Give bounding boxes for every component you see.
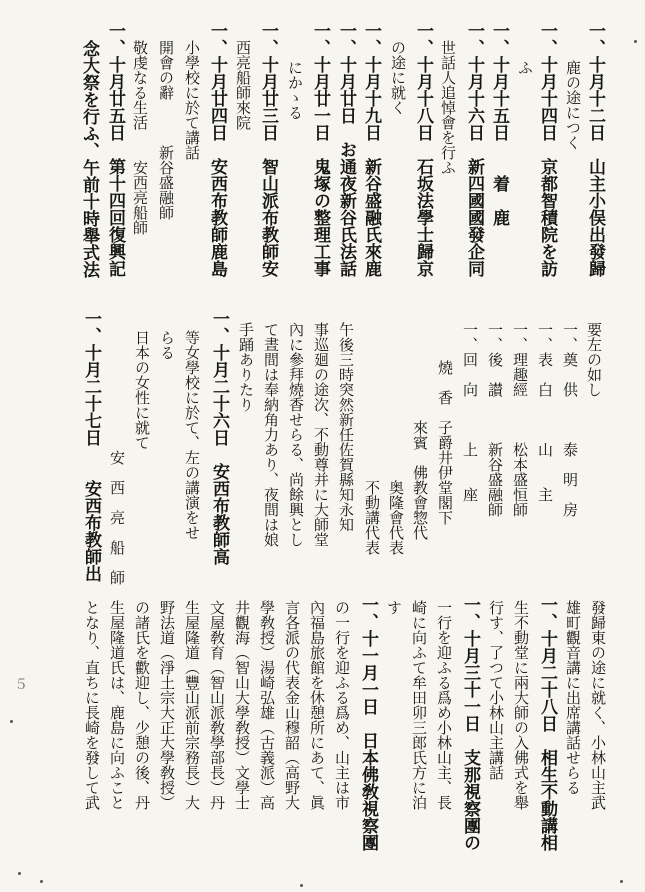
text-column: 一、十月廿日 お通夜新谷氏法話	[336, 22, 356, 277]
text-column: 生屋隆道氏は、鹿島に向ふこと	[108, 600, 126, 810]
page-mark: ５	[14, 677, 28, 693]
text-column: 雄町觀音講に出席講話せらる	[564, 600, 582, 795]
text-column: す	[385, 600, 403, 615]
text-column: 一、十月廿四日 安西布教師鹿島	[207, 22, 227, 277]
text-column: 敬虔なる生活 安西亮船師	[131, 40, 149, 235]
text-column: 西亮船師來院	[234, 40, 252, 130]
text-column: て晝間は奉納角力あり、夜間は娘	[262, 322, 280, 547]
text-column: 野法道（淨土宗大正大學敎授）	[158, 600, 176, 810]
text-column: 一、十月十五日 着 鹿	[489, 22, 509, 226]
text-column: 等女學校に於て、左の講演をせ	[183, 330, 201, 540]
text-column: 午後三時突然新任佐賀縣知永知	[337, 322, 355, 532]
scan-speck	[10, 720, 13, 723]
text-column: 奥隆會代表	[387, 480, 405, 555]
scan-speck	[620, 880, 623, 883]
text-column: 生不動堂に兩大師の入佛式を舉	[512, 600, 530, 810]
text-column: となり、直ちに長崎を發して武	[83, 600, 101, 810]
text-column: 日本の女性に就て	[133, 330, 151, 450]
text-column: 一、十月十九日 新谷盛融氏來鹿	[361, 22, 381, 277]
scan-speck	[18, 872, 21, 875]
text-column: 一、十月廿五日 第十四回復興記	[105, 22, 125, 277]
text-column: 開會の辭 新谷盛融師	[157, 40, 175, 220]
text-column: 一、十月廿一日 鬼塚の整理工事	[310, 22, 330, 277]
text-column: 一行を迎ふる爲め小林山主、長	[435, 600, 453, 810]
text-column: 事巡廻の途次、不動尊并に大師堂	[312, 322, 330, 547]
text-column: 一、十月二十六日 安西布教師高	[209, 310, 229, 565]
text-column: 發歸東の途に就く、小林山主武	[589, 600, 607, 810]
text-column: 一、奠 供 泰 明 房	[561, 322, 579, 517]
text-column: の途に就く	[389, 40, 407, 115]
text-column: 燒 香 子爵井伊堂閣下	[436, 360, 454, 525]
text-column: 手踊ありたり	[237, 322, 255, 412]
text-column: 一、十月十二日 山主小俣出發歸	[585, 22, 605, 277]
text-column: 一、理趣經 松本盛恒師	[511, 322, 529, 517]
text-column: の一行を迎ふる爲め、山主は市	[333, 600, 351, 810]
text-column: 一、十月十四日 京都智積院を訪	[537, 22, 557, 277]
text-column: 文屋敎育（智山派敎學部長）丹	[208, 600, 226, 810]
text-column: 小學校に於て講話	[183, 40, 201, 160]
text-column: 一、十月十八日 石坂法學士歸京	[413, 22, 433, 277]
text-column: 一、十一月一日 日本佛敎視察團	[358, 596, 378, 851]
text-column: 鹿の途につく	[564, 60, 582, 150]
text-column: 井觀海（智山大學敎授）文學士	[233, 600, 251, 810]
text-column: 一、十月十六日 新四國國發企同	[464, 22, 484, 277]
text-column: 一、表 白 山 主	[536, 322, 554, 502]
text-column: 要左の如し	[585, 322, 603, 397]
scan-speck	[634, 40, 637, 43]
text-column: 安 西 亮 船 師	[108, 450, 126, 585]
text-column: 生屋隆道（豐山派前宗務長）大	[183, 600, 201, 810]
text-column: 內に參拜燒香せらる、尚餘興とし	[287, 322, 305, 547]
text-column: 一、十月廿三日 智山派布教師安	[258, 22, 278, 277]
text-column: ふ	[516, 60, 534, 75]
text-column: 不動講代表	[363, 480, 381, 555]
text-column: らる	[158, 330, 176, 360]
text-column: 念大祭を行ふ、午前十時舉式法	[79, 40, 99, 278]
text-column: にかゝる	[286, 60, 304, 120]
text-column: 一、後 讃 新谷盛融師	[486, 322, 504, 517]
text-column: 世話人追悼會を行ふ	[439, 40, 457, 175]
text-column: 行す、了つて小林山主講話	[487, 600, 505, 780]
text-column: 一、回 向 上 座	[461, 322, 479, 502]
text-column: 一、十月二十八日 相生不動講相	[537, 596, 557, 851]
text-column: 來賓 佛教會惣代	[411, 420, 429, 540]
text-column: 一、十月二十七日 安西布教師出	[81, 310, 101, 582]
scan-speck	[40, 880, 43, 883]
text-column: 內福島旅館を休憩所にあて、眞	[308, 600, 326, 810]
scan-speck	[300, 884, 303, 887]
text-column: の諸氏を歡迎し、少憩の後、丹	[133, 600, 151, 810]
text-column: 崎に向ふて牟田卯三郎氏方に泊	[410, 600, 428, 810]
text-column: 學敎授）湯崎弘雄（古義派）高	[258, 600, 276, 810]
text-column: 一、十月三十一日 支那視察團の	[460, 596, 480, 851]
text-column: 言各派の代表金山穆韶（高野大	[283, 600, 301, 810]
